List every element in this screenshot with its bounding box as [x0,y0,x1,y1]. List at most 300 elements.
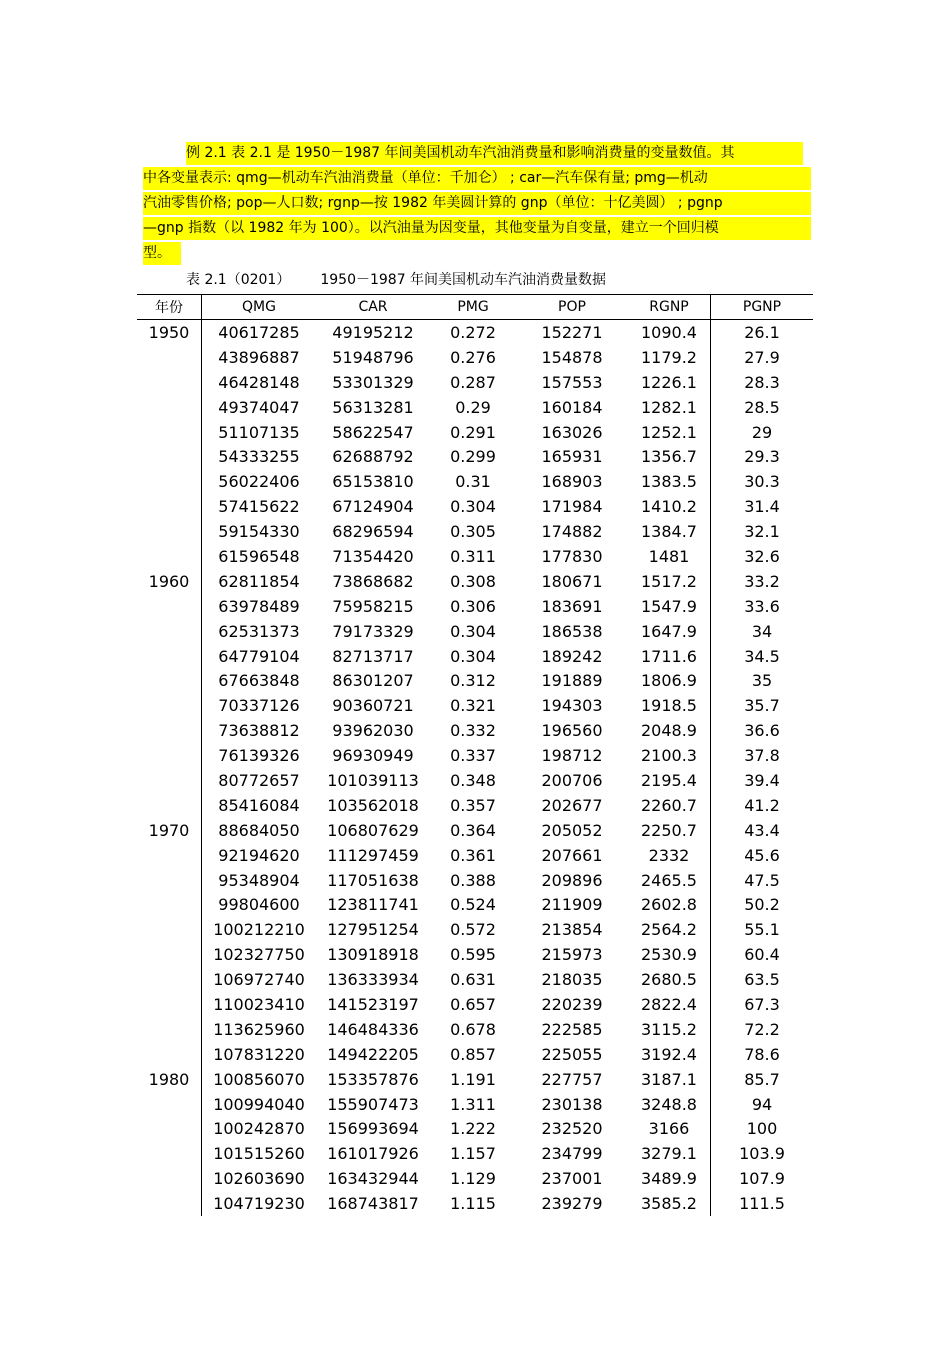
cell-pmg: 0.357 [450,795,496,815]
intro-line: —gnp 指数（以 1982 年为 100）。以汽油量为因变量，其他变量为自变量，建立一个回归模 [143,217,811,240]
cell-qmg: 106972740 [213,970,305,990]
cell-pmg: 0.29 [455,397,491,417]
table-row [137,818,813,843]
cell-pmg: 0.305 [450,522,496,542]
cell-rgnp: 1252.1 [641,422,697,442]
cell-pmg: 1.157 [450,1144,496,1164]
cell-year [137,544,202,569]
cell-pop: 186538 [541,621,603,641]
cell-year [137,444,202,469]
table-row [137,644,813,669]
cell-car: 67124904 [332,497,414,517]
cell-year [137,743,202,768]
column-header-rgnp: RGNP [628,295,711,320]
table-row [137,519,813,544]
cell-rgnp: 2680.5 [641,970,697,990]
table-row [137,1166,813,1191]
cell-pop: 154878 [541,347,603,367]
cell-pgnp: 85.7 [711,1067,814,1092]
cell-rgnp: 2100.3 [641,746,697,766]
table-row [137,917,813,942]
cell-pgnp: 100 [711,1117,814,1142]
cell-rgnp: 1806.9 [641,671,697,691]
cell-car: 62688792 [332,447,414,467]
cell-pgnp: 63.5 [711,967,814,992]
table-row [137,693,813,718]
cell-year: 1970 [137,818,202,843]
table-row [137,793,813,818]
cell-car: 93962030 [332,721,414,741]
cell-year [137,668,202,693]
table-row [137,668,813,693]
table-row [137,320,813,345]
intro-line: 中各变量表示: qmg—机动车汽油消费量（单位：千加仑） ; car—汽车保有量; pmg—机动 [143,167,811,190]
cell-pop: 200706 [541,770,603,790]
cell-car: 58622547 [332,422,414,442]
cell-car: 65153810 [332,472,414,492]
cell-rgnp: 3585.2 [641,1194,697,1214]
cell-year [137,1042,202,1067]
cell-year [137,868,202,893]
cell-year [137,892,202,917]
cell-car: 86301207 [332,671,414,691]
cell-pop: 160184 [541,397,603,417]
column-header-pop: POP [516,295,628,320]
cell-qmg: 73638812 [218,721,300,741]
cell-car: 96930949 [332,746,414,766]
cell-pop: 163026 [541,422,603,442]
cell-qmg: 61596548 [218,546,300,566]
cell-pop: 239279 [541,1194,603,1214]
cell-pop: 157553 [541,372,603,392]
cell-pop: 213854 [541,920,603,940]
cell-car: 101039113 [327,770,419,790]
cell-car: 130918918 [327,945,419,965]
cell-pmg: 0.657 [450,994,496,1014]
cell-qmg: 64779104 [218,646,300,666]
cell-rgnp: 1410.2 [641,497,697,517]
caption-title: 1950－1987 年间美国机动车汽油消费量数据 [320,272,607,288]
cell-pop: 202677 [541,795,603,815]
cell-car: 163432944 [327,1169,419,1189]
table-row [137,395,813,420]
column-header-pmg: PMG [430,295,516,320]
cell-pgnp: 34 [711,619,814,644]
cell-pmg: 0.524 [450,895,496,915]
cell-rgnp: 3115.2 [641,1019,697,1039]
cell-pgnp: 111.5 [711,1191,814,1216]
cell-pmg: 0.311 [450,546,496,566]
cell-pgnp: 43.4 [711,818,814,843]
cell-car: 111297459 [327,845,419,865]
cell-pgnp: 78.6 [711,1042,814,1067]
cell-year [137,768,202,793]
cell-pgnp: 72.2 [711,1017,814,1042]
table-row [137,967,813,992]
cell-qmg: 43896887 [218,347,300,367]
cell-pmg: 0.337 [450,746,496,766]
table-row [137,544,813,569]
cell-year [137,1092,202,1117]
cell-car: 149422205 [327,1044,419,1064]
cell-rgnp: 2048.9 [641,721,697,741]
table-row [137,469,813,494]
cell-rgnp: 3279.1 [641,1144,697,1164]
cell-pmg: 0.361 [450,845,496,865]
table-row [137,843,813,868]
cell-pmg: 0.332 [450,721,496,741]
cell-car: 68296594 [332,522,414,542]
cell-pop: 220239 [541,994,603,1014]
cell-year [137,420,202,445]
cell-car: 141523197 [327,994,419,1014]
intro-line: 型。 [143,242,181,265]
cell-car: 73868682 [332,571,414,591]
cell-pop: 207661 [541,845,603,865]
cell-qmg: 101515260 [213,1144,305,1164]
cell-pop: 211909 [541,895,603,915]
cell-pmg: 0.306 [450,596,496,616]
cell-pgnp: 34.5 [711,644,814,669]
cell-rgnp: 1226.1 [641,372,697,392]
cell-year: 1950 [137,320,202,345]
cell-car: 56313281 [332,397,414,417]
cell-pmg: 0.31 [455,472,491,492]
cell-qmg: 102327750 [213,945,305,965]
cell-pmg: 1.222 [450,1119,496,1139]
cell-car: 155907473 [327,1094,419,1114]
cell-qmg: 40617285 [218,322,300,342]
cell-qmg: 57415622 [218,497,300,517]
cell-year [137,395,202,420]
cell-rgnp: 2195.4 [641,770,697,790]
table-caption [186,269,606,289]
cell-pop: 227757 [541,1069,603,1089]
cell-pgnp: 32.6 [711,544,814,569]
cell-car: 123811741 [327,895,419,915]
column-header-qmg: QMG [202,295,317,320]
cell-qmg: 88684050 [218,820,300,840]
cell-qmg: 54333255 [218,447,300,467]
cell-rgnp: 2564.2 [641,920,697,940]
cell-pgnp: 94 [711,1092,814,1117]
cell-car: 49195212 [332,322,414,342]
cell-qmg: 49374047 [218,397,300,417]
cell-car: 146484336 [327,1019,419,1039]
cell-qmg: 56022406 [218,472,300,492]
cell-qmg: 107831220 [213,1044,305,1064]
cell-car: 71354420 [332,546,414,566]
intro-line: 例 2.1 表 2.1 是 1950－1987 年间美国机动车汽油消费量和影响消费量的变量数值。其 [186,142,803,165]
cell-pop: 174882 [541,522,603,542]
cell-year [137,718,202,743]
cell-pgnp: 45.6 [711,843,814,868]
cell-pgnp: 50.2 [711,892,814,917]
cell-year [137,1191,202,1216]
cell-car: 168743817 [327,1194,419,1214]
table-row [137,345,813,370]
cell-pmg: 1.311 [450,1094,496,1114]
cell-car: 79173329 [332,621,414,641]
cell-pop: 196560 [541,721,603,741]
cell-pmg: 0.595 [450,945,496,965]
cell-pop: 165931 [541,447,603,467]
cell-year [137,519,202,544]
table-row [137,942,813,967]
table-row [137,370,813,395]
cell-year [137,992,202,1017]
cell-pgnp: 55.1 [711,917,814,942]
cell-car: 127951254 [327,920,419,940]
cell-year [137,494,202,519]
cell-rgnp: 2465.5 [641,870,697,890]
cell-pgnp: 107.9 [711,1166,814,1191]
cell-pgnp: 32.1 [711,519,814,544]
cell-pgnp: 33.6 [711,594,814,619]
cell-pgnp: 41.2 [711,793,814,818]
cell-pgnp: 67.3 [711,992,814,1017]
cell-qmg: 100994040 [213,1094,305,1114]
cell-pmg: 0.291 [450,422,496,442]
cell-pop: 205052 [541,820,603,840]
cell-qmg: 76139326 [218,746,300,766]
cell-year [137,843,202,868]
cell-pmg: 0.321 [450,696,496,716]
cell-pgnp: 33.2 [711,569,814,594]
cell-rgnp: 1517.2 [641,571,697,591]
cell-qmg: 110023410 [213,994,305,1014]
column-header-year: 年份 [137,295,202,320]
cell-year [137,469,202,494]
column-header-pgnp: PGNP [711,295,814,320]
cell-qmg: 67663848 [218,671,300,691]
cell-car: 136333934 [327,970,419,990]
cell-year [137,917,202,942]
cell-car: 90360721 [332,696,414,716]
table-row [137,1092,813,1117]
cell-pop: 222585 [541,1019,603,1039]
table-row [137,1042,813,1067]
cell-year [137,619,202,644]
cell-rgnp: 3192.4 [641,1044,697,1064]
table-row [137,1141,813,1166]
cell-pgnp: 29.3 [711,444,814,469]
cell-qmg: 100856070 [213,1069,305,1089]
cell-year [137,594,202,619]
cell-year [137,942,202,967]
cell-pmg: 0.348 [450,770,496,790]
table-row [137,892,813,917]
cell-year [137,1117,202,1142]
cell-pop: 194303 [541,696,603,716]
cell-qmg: 85416084 [218,795,300,815]
cell-rgnp: 1918.5 [641,696,697,716]
cell-pop: 191889 [541,671,603,691]
cell-year [137,967,202,992]
cell-pmg: 0.276 [450,347,496,367]
cell-qmg: 63978489 [218,596,300,616]
cell-qmg: 59154330 [218,522,300,542]
cell-year: 1980 [137,1067,202,1092]
cell-qmg: 99804600 [218,895,300,915]
cell-rgnp: 2602.8 [641,895,697,915]
cell-year [137,644,202,669]
cell-pmg: 1.129 [450,1169,496,1189]
cell-pmg: 0.312 [450,671,496,691]
cell-rgnp: 1282.1 [641,397,697,417]
cell-rgnp: 1179.2 [641,347,697,367]
table-row [137,494,813,519]
cell-qmg: 100212210 [213,920,305,940]
cell-qmg: 113625960 [213,1019,305,1039]
cell-pgnp: 35 [711,668,814,693]
cell-year: 1960 [137,569,202,594]
caption-prefix: 表 2.1（0201） [186,272,291,288]
table-row [137,1017,813,1042]
cell-pop: 152271 [541,322,603,342]
cell-rgnp: 1647.9 [641,621,697,641]
cell-rgnp: 3248.8 [641,1094,697,1114]
cell-pmg: 0.678 [450,1019,496,1039]
cell-pgnp: 103.9 [711,1141,814,1166]
cell-rgnp: 1481 [648,546,690,566]
cell-pop: 209896 [541,870,603,890]
cell-qmg: 104719230 [213,1194,305,1214]
cell-pmg: 0.287 [450,372,496,392]
cell-rgnp: 3166 [648,1119,690,1139]
cell-year [137,370,202,395]
cell-car: 53301329 [332,372,414,392]
cell-car: 153357876 [327,1069,419,1089]
cell-rgnp: 2250.7 [641,820,697,840]
cell-car: 51948796 [332,347,414,367]
table-row [137,992,813,1017]
cell-rgnp: 1383.5 [641,472,697,492]
cell-pgnp: 35.7 [711,693,814,718]
cell-pgnp: 39.4 [711,768,814,793]
cell-qmg: 100242870 [213,1119,305,1139]
table-row [137,1067,813,1092]
cell-pgnp: 29 [711,420,814,445]
table-body [137,320,813,1217]
cell-car: 117051638 [327,870,419,890]
cell-rgnp: 1384.7 [641,522,697,542]
cell-pop: 198712 [541,746,603,766]
cell-pgnp: 37.8 [711,743,814,768]
cell-qmg: 62531373 [218,621,300,641]
table-header-row [137,295,813,320]
cell-year [137,693,202,718]
cell-pmg: 0.299 [450,447,496,467]
cell-pop: 177830 [541,546,603,566]
cell-pmg: 0.388 [450,870,496,890]
cell-qmg: 70337126 [218,696,300,716]
cell-pmg: 0.304 [450,497,496,517]
cell-pop: 183691 [541,596,603,616]
table-row [137,444,813,469]
cell-qmg: 92194620 [218,845,300,865]
cell-qmg: 80772657 [218,770,300,790]
cell-car: 156993694 [327,1119,419,1139]
table-row [137,569,813,594]
cell-pop: 180671 [541,571,603,591]
cell-pgnp: 28.5 [711,395,814,420]
cell-pmg: 1.115 [450,1194,496,1214]
cell-pmg: 0.572 [450,920,496,940]
cell-year [137,1017,202,1042]
cell-qmg: 95348904 [218,870,300,890]
cell-pop: 234799 [541,1144,603,1164]
cell-car: 106807629 [327,820,419,840]
cell-qmg: 51107135 [218,422,300,442]
cell-qmg: 102603690 [213,1169,305,1189]
cell-rgnp: 1547.9 [641,596,697,616]
cell-pop: 225055 [541,1044,603,1064]
cell-rgnp: 1090.4 [641,322,697,342]
table-row [137,594,813,619]
cell-pop: 237001 [541,1169,603,1189]
table-row [137,718,813,743]
cell-year [137,1166,202,1191]
cell-pop: 218035 [541,970,603,990]
cell-year [137,345,202,370]
cell-rgnp: 3489.9 [641,1169,697,1189]
cell-pop: 171984 [541,497,603,517]
table-row [137,1191,813,1216]
cell-car: 82713717 [332,646,414,666]
cell-pgnp: 30.3 [711,469,814,494]
cell-pgnp: 47.5 [711,868,814,893]
cell-car: 161017926 [327,1144,419,1164]
table-row [137,619,813,644]
cell-pgnp: 31.4 [711,494,814,519]
cell-year [137,1141,202,1166]
table-row [137,768,813,793]
cell-rgnp: 2260.7 [641,795,697,815]
cell-pop: 168903 [541,472,603,492]
intro-line: 汽油零售价格; pop—人口数; rgnp—按 1982 年美圆计算的 gnp（单位：十亿美圆） ; pgnp [143,192,811,215]
cell-pmg: 0.857 [450,1044,496,1064]
cell-pmg: 0.304 [450,646,496,666]
cell-pgnp: 60.4 [711,942,814,967]
cell-pmg: 1.191 [450,1069,496,1089]
cell-pmg: 0.272 [450,322,496,342]
cell-pgnp: 26.1 [711,320,814,345]
cell-pop: 230138 [541,1094,603,1114]
cell-rgnp: 2332 [648,845,690,865]
cell-year [137,793,202,818]
cell-rgnp: 2530.9 [641,945,697,965]
cell-rgnp: 2822.4 [641,994,697,1014]
cell-pgnp: 28.3 [711,370,814,395]
cell-pgnp: 36.6 [711,718,814,743]
table-row [137,1117,813,1142]
cell-qmg: 62811854 [218,571,300,591]
gasoline-data-table [137,294,813,1216]
cell-pgnp: 27.9 [711,345,814,370]
table-row [137,420,813,445]
cell-rgnp: 3187.1 [641,1069,697,1089]
cell-pop: 189242 [541,646,603,666]
cell-rgnp: 1711.6 [641,646,697,666]
cell-pmg: 0.364 [450,820,496,840]
cell-pmg: 0.631 [450,970,496,990]
cell-car: 103562018 [327,795,419,815]
cell-pmg: 0.308 [450,571,496,591]
table-row [137,743,813,768]
cell-car: 75958215 [332,596,414,616]
cell-rgnp: 1356.7 [641,447,697,467]
